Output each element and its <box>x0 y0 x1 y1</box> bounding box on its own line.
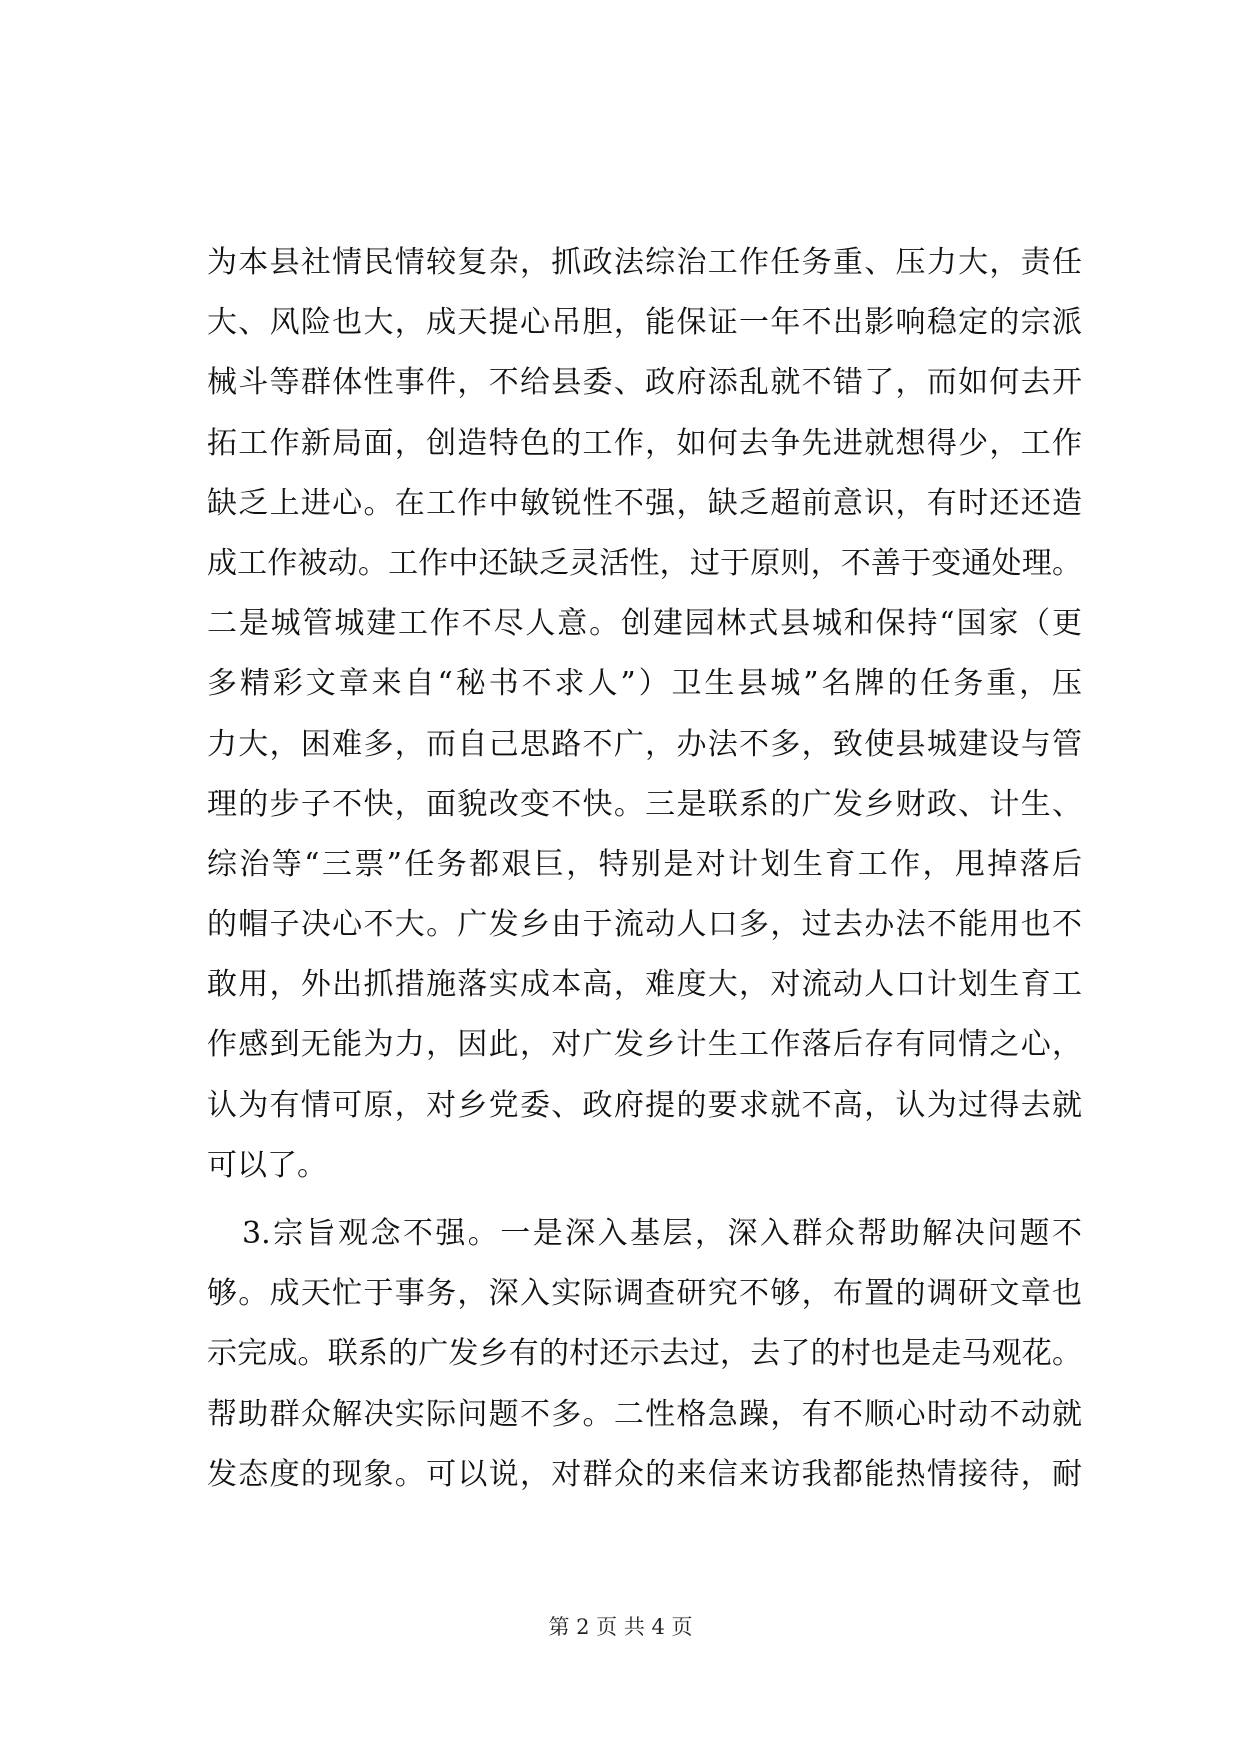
text-line: 二是城管城建工作不尽人意。创建园林式县城和保持“国家（更 <box>207 606 1082 642</box>
text-line: 缺乏上进心。在工作中敏锐性不强，缺乏超前意识，有时还还造 <box>207 485 1082 521</box>
text-line: 作感到无能为力，因此，对广发乡计生工作落后存有同情之心， <box>207 1027 1082 1063</box>
text-line: 帮助群众解决实际问题不多。二性格急躁，有不顺心时动不动就 <box>207 1396 1082 1432</box>
text-line: 综治等“三票”任务都艰巨，特别是对计划生育工作，甩掉落后 <box>207 846 1082 882</box>
text-line: 发态度的现象。可以说，对群众的来信来访我都能热情接待，耐 <box>207 1456 1082 1492</box>
text-line: 的帽子决心不大。广发乡由于流动人口多，过去办法不能用也不 <box>207 907 1082 943</box>
text-line: 可以了。 <box>207 1147 327 1183</box>
text-line: 为本县社情民情较复杂，抓政法综治工作任务重、压力大，责任 <box>207 245 1082 280</box>
text-line: 理的步子不快，面貌改变不快。三是联系的广发乡财政、计生、 <box>207 786 1082 822</box>
text-line: 多精彩文章来自“秘书不求人”）卫生县城”名牌的任务重，压 <box>207 666 1082 702</box>
text-line: 大、风险也大，成天提心吊胆，能保证一年不出影响稳定的宗派 <box>207 305 1082 341</box>
text-line: 认为有情可原，对乡党委、政府提的要求就不高，认为过得去就 <box>207 1087 1082 1123</box>
page-number: 第 2 页 共 4 页 <box>548 1615 693 1639</box>
text-line: 力大，困难多，而自己思路不广，办法不多，致使县城建设与管 <box>207 726 1082 762</box>
text-line: 械斗等群体性事件，不给县委、政府添乱就不错了，而如何去开 <box>207 365 1082 401</box>
paragraph-spacer <box>207 1196 1082 1204</box>
paragraph-1 <box>207 233 1082 1196</box>
text-line: 敢用，外出抓措施落实成本高，难度大，对流动人口计划生育工 <box>207 967 1082 1003</box>
paragraph-2 <box>207 1204 1082 1505</box>
page-footer <box>0 1612 1241 1642</box>
text-line: 成工作被动。工作中还缺乏灵活性，过于原则，不善于变通处理。 <box>207 545 1082 581</box>
text-line: 3.宗旨观念不强。一是深入基层，深入群众帮助解决问题不 <box>242 1216 1082 1251</box>
document-body <box>207 233 1082 1505</box>
text-line: 示完成。联系的广发乡有的村还示去过，去了的村也是走马观花。 <box>207 1336 1082 1372</box>
text-line: 够。成天忙于事务，深入实际调查研究不够，布置的调研文章也 <box>207 1276 1082 1312</box>
text-line: 拓工作新局面，创造特色的工作，如何去争先进就想得少，工作 <box>207 425 1082 461</box>
